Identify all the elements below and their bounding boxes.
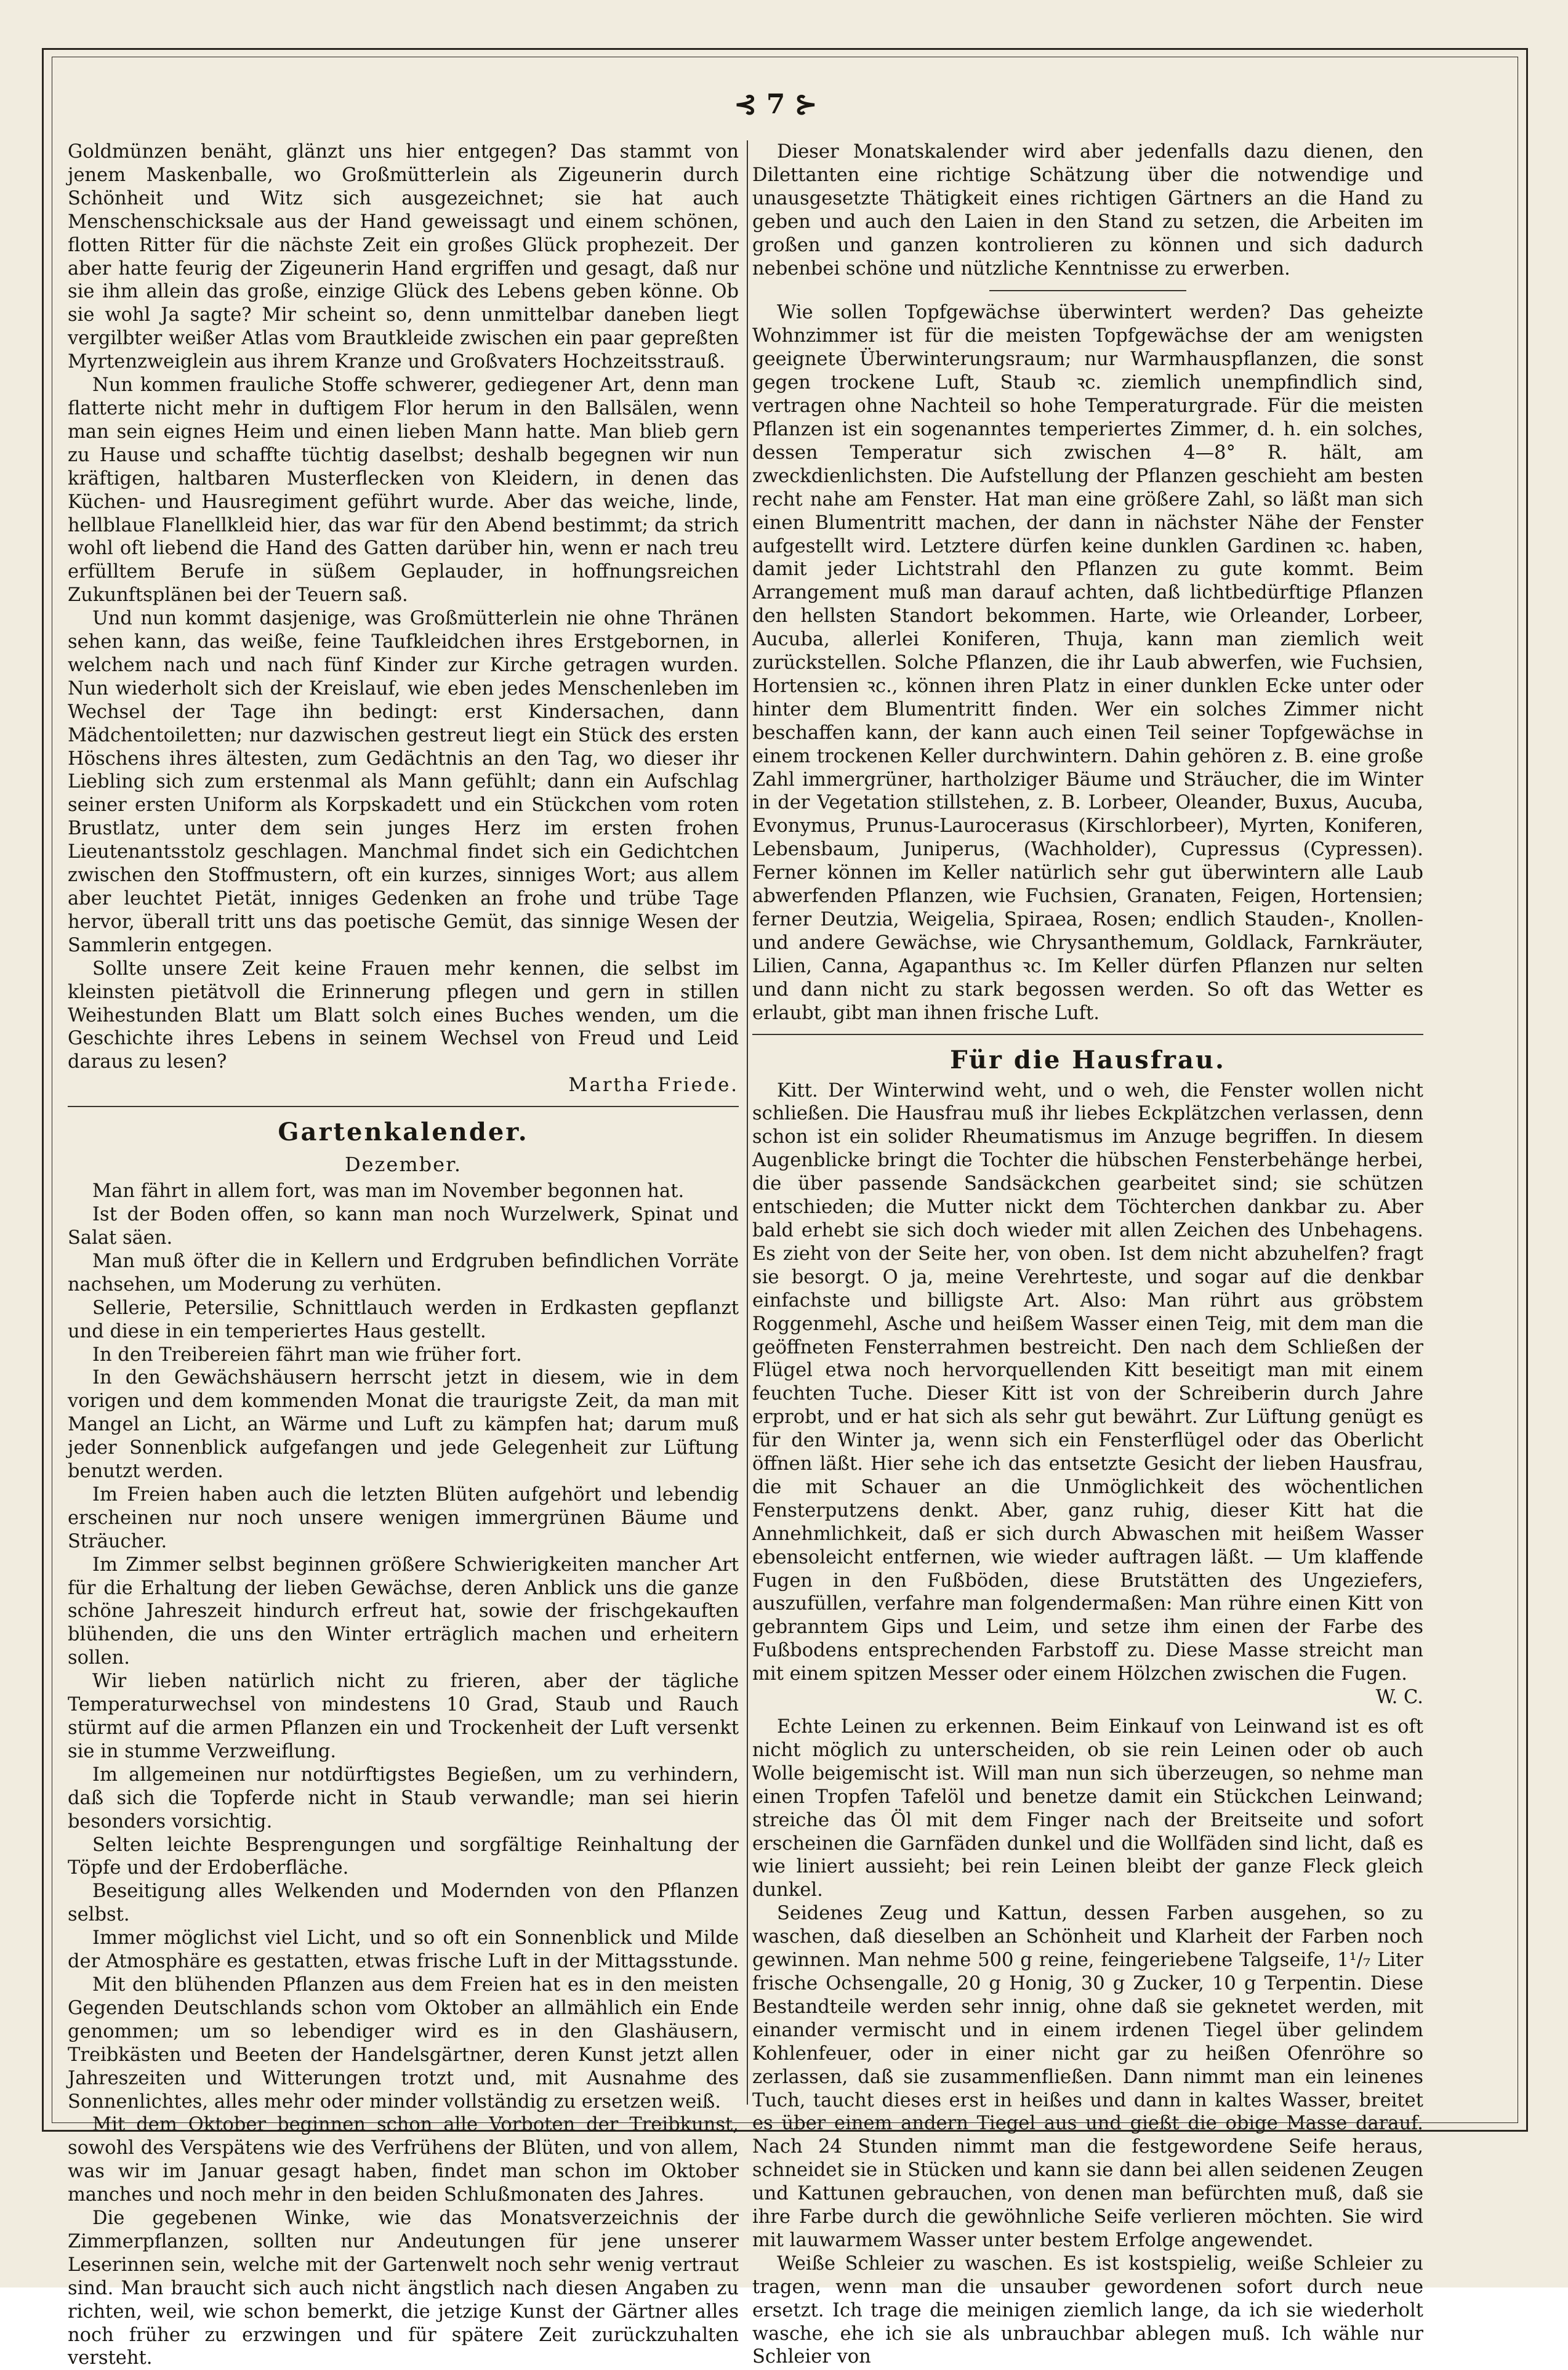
garden-paragraph: In den Treibereien fährt man wie früher fort. (92, 1344, 522, 1366)
garden-paragraph: Ist der Boden offen, so kann man noch Wurzelwerk, Spinat und Salat säen. (68, 1204, 739, 1249)
ornament-right-icon: ⊱ (785, 89, 818, 120)
column-divider (747, 140, 748, 2105)
hausfrau-paragraph: Kitt. Der Winterwind weht, und o weh, die Fenster wollen nicht schließen. Die Hausfrau muß ihr liebes Eckplätzchen verlassen, denn schon ist ein solider Rheumatismus im Anzuge begriffen. In diesem Augenblicke bringt die Tochter die hübschen Fensterbehänge herbei, die über passende Sandsäckchen gearbeitet sind; sie schützen entschieden; die Mutter nickt dem Töchterchen dankbar zu. Aber bald erhebt sie sich doch wieder mit allen Zeichen des Unbehagens. Es zieht von der Seite her, von oben. Ist dem nicht abzuhelfen? fragt sie besorgt. O ja, meine Verehrteste, und sogar auf die denkbar einfachste und billigste Art. Also: Man rührt aus gröbstem Roggenmehl, Asche und heißem Wasser einen Teig, mit dem man die geöffneten Fensterrahmen bestreicht. Den nach dem Schließen der Flügel etwa noch hervorquellenden Kitt beseitigt man mit einem feuchten Tuche. Dieser Kitt ist von der Schreiberin durch Jahre erprobt, und er hat sich als sehr gut bewährt. Zur Lüftung genügt es für den Winter ja, wenn sich ein Fensterflügel oder das Oberlicht öffnen läßt. Hier sehe ich das entsetzte Gesicht der lieben Hausfrau, die mit Schauer an die Unmöglichkeit des wöchentlichen Fensterputzens denkt. Aber, ganz ruhig, dieser Kitt hat die Annehmlichkeit, daß er sich durch Abwaschen mit heißem Wasser ebensoleicht entfernen, wie wieder auftragen läßt. — Um klaffende Fugen in den Fußböden, diese Brutstätten des Ungeziefers, auszufüllen, verfahre man folgendermaßen: Man rühre einen Kitt von gebranntem Gips und Leim, und setze ihm einen der Farbe des Fußbodens entsprechenden Farbstoff zu. Diese Masse streicht man mit einem spitzen Messer oder einem Hölzchen zwischen die Fugen. (752, 1079, 1423, 1685)
ornament-left-icon: ⊰ (734, 89, 766, 120)
article-paragraph: Dieser Monatskalender wird aber jedenfalls dazu dienen, den Dilettanten eine richtige Schätzung über die notwendige und unausgesetzte Thätigkeit eines richtigen Gärtners an die Hand zu geben und auch den Laien in den Stand zu setzen, die Arbeiten im großen und ganzen kontrolieren zu können und sich dadurch nebenbei schöne und nützliche Kenntnisse zu erwerben. (752, 141, 1423, 280)
short-divider (989, 290, 1186, 291)
garden-paragraph: Sellerie, Petersilie, Schnittlauch werden in Erdkasten gepflanzt und diese in ein temperiertes Haus gestellt. (68, 1297, 739, 1342)
article-paragraph: Goldmünzen benäht, glänzt uns hier entgegen? Das stammt von jenem Maskenballe, wo Großmütterlein als Zigeunerin durch Schönheit und Witz sich ausgezeichnet; sie hat auch Menschenschicksale aus der Hand geweissagt und einem schönen, flotten Ritter für die nächste Zeit ein großes Glück prophezeit. Der aber hatte feurig der Zigeunerin Hand ergriffen und gesagt, daß nur sie ihm allein das große, einzige Glück des Lebens geben könne. Ob sie wohl Ja sagte? Mir scheint so, denn unmittelbar daneben liegt vergilbter weißer Atlas vom Brautkleide zwischen ein paar gepreßten Myrtenzweiglein aus ihrem Kranze und Großvaters Hochzeitsstrauß. (68, 141, 739, 373)
page-number-text: 7 (766, 89, 786, 120)
author-signature: Martha Friede. (568, 1074, 739, 1097)
left-column (68, 140, 739, 2369)
garden-paragraph: Selten leichte Besprengungen und sorgfältige Reinhaltung der Töpfe und der Erdoberfläche. (68, 1834, 739, 1879)
section-divider (752, 1034, 1423, 1035)
garden-month-subheading: Dezember. (344, 1153, 462, 1177)
article-paragraph: Sollte unsere Zeit keine Frauen mehr kennen, die selbst im kleinsten pietätvoll die Erinnerung pflegen und gern in stillen Weihestunden Blatt um Blatt solch eines Buches wenden, um die Geschichte ihres Lebens in seinem Wechsel von Freud und Leid daraus zu lesen? (68, 957, 739, 1073)
garden-paragraph: Im Freien haben auch die letzten Blüten aufgehört und lebendig erscheinen nur noch unsere wenigen immergrünen Bäume und Sträucher. (68, 1483, 739, 1552)
garden-paragraph: Im Zimmer selbst beginnen größere Schwierigkeiten mancher Art für die Erhaltung der lieben Gewächse, deren Anblick uns die ganze schöne Jahreszeit hindurch erfreut hat, sowie der frischgekauften blühenden, die uns den Winter erträglich machen und erheitern sollen. (68, 1554, 739, 1669)
garden-paragraph: Mit den blühenden Pflanzen aus dem Freien hat es in den meisten Gegenden Deutschlands schon vom Oktober an allmählich ein Ende genommen; um so lebendiger wird es in den Glashäusern, Treibkästen und Beeten der Handelsgärtner, deren Kunst jetzt allen Jahreszeiten und Witterungen trotzt und, mit Ausnahme des Sonnenlichtes, alles mehr oder minder vollständig zu ersetzen weiß. (68, 1973, 739, 2113)
right-column (752, 140, 1423, 2368)
garden-paragraph: Die gegebenen Winke, wie das Monatsverzeichnis der Zimmerpflanzen, sollten nur Andeutungen für jene unserer Leserinnen sein, welche mit der Gartenwelt noch sehr wenig vertraut sind. Man braucht sich auch nicht ängstlich nach diesen Angaben zu richten, weil, wie schon bemerkt, die jetzige Kunst der Gärtner alles noch früher zu erzwingen und für spätere Zeit zurückzuhalten versteht. (68, 2207, 739, 2369)
garden-paragraph: Man muß öfter die in Kellern und Erdgruben befindlichen Vorräte nachsehen, um Moderung zu verhüten. (68, 1250, 739, 1296)
hausfrau-signature: W. C. (1375, 1687, 1423, 1709)
garden-paragraph: Wir lieben natürlich nicht zu frieren, aber der tägliche Temperaturwechsel von mindestens 10 Grad, Staub und Rauch stürmt auf die armen Pflanzen ein und Trockenheit der Luft versenkt sie in stumme Verzweiflung. (68, 1671, 739, 1762)
garden-paragraph: Im allgemeinen nur notdürftigstes Begießen, um zu verhindern, daß sich die Topferde nicht in Staub verwandle; man sei hierin besonders vorsichtig. (68, 1763, 739, 1832)
hausfrau-paragraph: Weiße Schleier zu waschen. Es ist kostspielig, weiße Schleier zu tragen, wenn man die unsauber gewordenen sofort durch neue ersetzt. Ich trage die meinigen ziemlich lange, da ich sie wiederholt wasche, ehe ich sie als unbrauchbar ablegen muß. Ich wähle nur Schleier von (752, 2252, 1423, 2368)
article-paragraph: Und nun kommt dasjenige, was Großmütterlein nie ohne Thränen sehen kann, das weiße, feine Taufkleidchen ihres Erstgebornen, in welchem nach und nach fünf Kinder zur Kirche getragen wurden. Nun wiederholt sich der Kreislauf, wie eben jedes Menschenleben im Wechsel der Tage ihn bedingt: erst Kindersachen, dann Mädchentoiletten; nur dazwischen gestreut liegt ein Stück des ersten Höschens ihres ältesten, zum Gedächtnis an den Tag, wo dieser ihr Liebling sich zum erstenmal als Mann gefühlt; dann ein Aufschlag seiner ersten Uniform als Korpskadett und ein Stückchen vom roten Brustlatz, unter dem sein junges Herz im ersten frohen Lieutenantsstolz geschlagen. Manchmal findet sich ein Gedichtchen zwischen den Stoffmustern, oft ein kurzes, sinniges Wort; aus allem aber leuchtet Pietät, inniges Gedenken an frohe und trübe Tage hervor, überall tritt uns das poetische Gemüt, das sinnige Wesen der Sammlerin entgegen. (68, 608, 739, 956)
hausfrau-heading: Für die Hausfrau. (950, 1045, 1226, 1074)
article-paragraph: Nun kommen frauliche Stoffe schwerer, gediegener Art, denn man flatterte nicht mehr in duftigem Flor herum in den Ballsälen, wenn man sein eignes Heim und einen lieben Mann hatte. Man blieb gern zu Hause und schaffte tüchtig daselbst; deshalb begegnen wir nun kräftigen, haltbaren Musterflecken von Kleidern, in denen das Küchen- und Hausregiment geführt wurde. Aber das weiche, linde, hellblaue Flanellkleid hier, das war für den Abend bestimmt; da strich wohl oft liebend die Hand des Gatten darüber hin, wenn er nach treu erfülltem Berufe in süßem Geplauder, in hoffnungsreichen Zukunftsplänen bei der Teuern saß. (68, 374, 739, 607)
section-divider (68, 1106, 739, 1107)
garden-paragraph: Beseitigung alles Welkenden und Modernden von den Pflanzen selbst. (68, 1880, 739, 1926)
garden-paragraph: Mit dem Oktober beginnen schon alle Vorboten der Treibkunst, sowohl des Verspätens wie des Verfrühens der Blüten, und von allem, was wir im Januar gesagt haben, findet man schon im Oktober manches und noch mehr in den beiden Schlußmonaten des Jahres. (68, 2114, 739, 2206)
article-paragraph: Wie sollen Topfgewächse überwintert werden? Das geheizte Wohnzimmer ist für die meisten Topfgewächse der am wenigsten geeignete Überwinterungsraum; nur Warmhauspflanzen, die sonst gegen trockene Luft, Staub ꝛc. ziemlich unempfindlich sind, vertragen ohne Nachteil so hohe Temperaturgrade. Für die meisten Pflanzen ist ein sogenanntes temperiertes Zimmer, d. h. ein solches, dessen Temperatur sich zwischen 4—8° R. hält, am zweckdienlichsten. Die Aufstellung der Pflanzen geschieht am besten recht nahe am Fenster. Hat man eine größere Zahl, so läßt man sich einen Blumentritt machen, der dann in nächster Nähe der Fenster aufgestellt wird. Letztere dürfen keine dunklen Gardinen ꝛc. haben, damit jeder Lichtstrahl den Pflanzen zu gute kommt. Beim Arrangement muß man darauf achten, daß lichtbedürftige Pflanzen den hellsten Standort bekommen. Harte, wie Orleander, Lorbeer, Aucuba, allerlei Koniferen, Thuja, kann man ziemlich weit zurückstellen. Solche Pflanzen, die ihr Laub abwerfen, wie Fuchsien, Hortensien ꝛc., können ihren Platz in einer dunklen Ecke unter oder hinter dem Blumentritt finden. Wer ein solches Zimmer nicht beschaffen kann, der kann auch einen Teil seiner Topfgewächse in einem trockenen Keller durchwintern. Dahin gehören z. B. eine große Zahl immergrüner, hartholziger Bäume und Sträucher, die im Winter in der Vegetation stillstehen, z. B. Lorbeer, Oleander, Buxus, Aucuba, Evonymus, Prunus-Laurocerasus (Kirschlorbeer), Myrten, Koniferen, Lebensbaum, Juniperus, (Wachholder), Cupressus (Cypressen). Ferner können im Keller natürlich sehr gut überwintern alle Laub abwerfenden Pflanzen, wie Fuchsien, Granaten, Feigen, Hortensien; ferner Deutzia, Weigelia, Spiraea, Rosen; endlich Stauden-, Knollen- und andere Gewächse, wie Chrysanthemum, Goldlack, Farnkräuter, Lilien, Canna, Agapanthus ꝛc. Im Keller dürfen Pflanzen nur selten und dann nicht zu stark begossen werden. So oft das Wetter es erlaubt, gibt man ihnen frische Luft. (752, 302, 1423, 1024)
hausfrau-paragraph: Echte Leinen zu erkennen. Beim Einkauf von Leinwand ist es oft nicht möglich zu unterscheiden, ob sie rein Leinen oder ob auch Wolle beigemischt ist. Will man nun sich überzeugen, so nehme man einen Tropfen Tafelöl und benetze damit ein Stückchen Leinwand; streiche das Öl mit dem Finger nach der Breitseite und sofort erscheinen die Garnfäden dunkel und die Wollfäden sind licht, daß es wie liniert aussieht; bei rein Leinen bleibt der ganze Fleck gleich dunkel. (752, 1716, 1423, 1901)
garden-paragraph: In den Gewächshäusern herrscht jetzt in diesem, wie in dem vorigen und dem kommenden Monat die traurigste Zeit, da man mit Mangel an Licht, an Wärme und Luft zu kämpfen hat; darum muß jeder Sonnenblick aufgefangen und jede Gelegenheit zur Lüftung benutzt werden. (68, 1367, 739, 1483)
page-number (702, 86, 850, 123)
garden-paragraph: Immer möglichst viel Licht, und so oft ein Sonnenblick und Milde der Atmosphäre es gestatten, etwas frische Luft in der Mittagsstunde. (68, 1927, 739, 1973)
garden-calendar-heading: Gartenkalender. (278, 1118, 529, 1147)
hausfrau-paragraph: Seidenes Zeug und Kattun, dessen Farben ausgehen, so zu waschen, daß dieselben an Schönheit und Klarheit der Farben noch gewinnen. Man nehme 500 g reine, feingeriebene Talgseife, 1¹/₇ Liter frische Ochsengalle, 20 g Honig, 30 g Zucker, 10 g Terpentin. Diese Bestandteile werden sehr innig, ohne daß sie geknetet werden, mit einander vermischt und in einem irdenen Tiegel über gelindem Kohlenfeuer, oder in einer nicht gar zu heißen Ofenröhre so zerlassen, daß sie zusammenfließen. Dann nimmt man ein leinenes Tuch, taucht dieses erst in heißes und dann in kaltes Wasser, breitet es über einem andern Tiegel aus und gießt die obige Masse darauf. Nach 24 Stunden nimmt man die festgewordene Seife heraus, schneidet sie in Stücken und kann sie dann bei allen seidenen Zeugen und Kattunen gebrauchen, von denen man befürchten muß, daß sie ihre Farbe durch die gewöhnliche Seife verlieren möchten. Sie wird mit lauwarmem Wasser unter bestem Erfolge angewendet. (752, 1903, 1423, 2251)
garden-paragraph: Man fährt in allem fort, was man im November begonnen hat. (92, 1180, 685, 1203)
